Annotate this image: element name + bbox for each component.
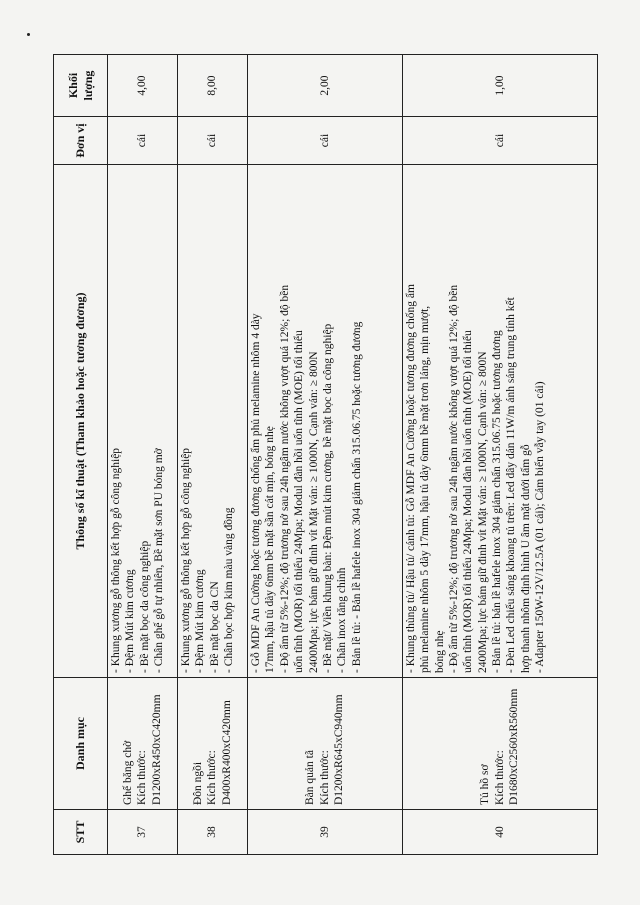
spec-line: - Bản lề tủ: - Bản lề hafele inox 304 giảm chấn 315.06.75 hoặc tương đương — [350, 321, 363, 673]
row-specs — [248, 165, 403, 678]
spec-line: - Khung xương gỗ thông kết hợp gỗ công nghiệp — [110, 447, 122, 673]
spec-line: - Chân ghế gỗ tự nhiên, Bề mặt sơn PU bóng mờ — [153, 448, 166, 673]
row-quantity: 1,00 — [402, 55, 597, 117]
row-unit: cái — [108, 117, 178, 165]
spec-line: - Độ ẩm từ 5%-12%; độ trương nở sau 24h ngâm nước không vượt quá 12%; độ bền — [447, 284, 460, 673]
row-quantity: 8,00 — [178, 55, 248, 117]
item-name-line: D400xR400xC420mm — [220, 700, 233, 805]
table-row — [248, 55, 403, 855]
spec-line: - Đèn Led chiếu sáng khoang tủ trên: Led dây dán 11W/m ánh sáng trung tính kết — [505, 297, 518, 673]
row-quantity: 2,00 — [248, 55, 403, 117]
row-quantity: 4,00 — [108, 55, 178, 117]
spec-table — [53, 54, 598, 855]
header-stt: STT — [54, 810, 108, 855]
spec-line: - Bản lề tủ: bản lề hafele inox 304 giảm chấn 315.06.75 hoặc tương đương — [491, 330, 504, 673]
item-name-line: D1200xR450xC420mm — [150, 694, 163, 805]
row-stt: 37 — [108, 810, 178, 855]
spec-line: uốn tĩnh (MOR) tối thiểu 24Mpa; Modul đàn hồi uốn tĩnh (MOE) tối thiểu — [462, 330, 475, 673]
header-don-vi: Đơn vị — [54, 117, 108, 165]
row-unit: cái — [248, 117, 403, 165]
row-stt: 38 — [178, 810, 248, 855]
header-danh-muc: Danh mục — [54, 678, 108, 810]
spec-line: hợp thanh nhôm định hình U âm mặt dưới tấm gỗ — [519, 444, 532, 673]
row-stt: 39 — [248, 810, 403, 855]
spec-line: bóng nhẹ — [433, 630, 446, 673]
spec-line: phủ melamine nhôm 5 dày 17mm, hậu tủ dày 6mm bề mặt trơn láng, mịn mượt, — [419, 305, 432, 673]
row-unit: cái — [178, 117, 248, 165]
spec-line: - Đệm Mút kim cương — [194, 569, 207, 673]
speck-mark — [27, 33, 30, 36]
spec-line: - Gỗ MDF An Cường hoặc tương đương chống ẩm phủ melamine nhôm 4 dày — [250, 313, 262, 673]
row-specs — [178, 165, 248, 678]
spec-line: - Khung thùng tủ/ Hậu tủ/ cánh tủ: Gỗ MDF An Cường hoặc tương đương chống ẩm — [404, 284, 417, 673]
item-name-line: Kích thước: — [318, 750, 331, 805]
spec-line: uốn tĩnh (MOR) tối thiểu 24Mpa; Modul đàn hồi uốn tĩnh (MOE) tối thiểu — [293, 330, 306, 673]
spec-line: 2400Mpa; lực bám giữ đinh vít Mặt ván: ≥ 1000N, Cạnh ván: ≥ 800N — [476, 351, 489, 673]
row-specs — [108, 165, 178, 678]
item-name-line: Tủ hồ sơ — [479, 764, 492, 805]
spec-line: - Bề mặt bọc da công nghiệp — [138, 540, 151, 673]
table-row — [402, 55, 597, 855]
item-name-line: Đôn ngồi — [191, 761, 204, 805]
spec-line: - Bề mặt bọc da CN — [208, 581, 221, 673]
rotated-table-wrapper — [53, 55, 598, 855]
spec-line: - Chân bọc hợp kim màu vàng đồng — [223, 507, 236, 673]
spec-line: - Độ ẩm từ 5%-12%; độ trương nở sau 24h ngâm nước không vượt quá 12%; độ bền — [278, 284, 291, 673]
item-name-line: D1680xC2560xR560mm — [508, 688, 521, 805]
spec-line: - Khung xương gỗ thông kết hợp gỗ công nghiệp — [180, 447, 192, 673]
spec-line: 17mm, hậu tủ dày 6mm bề mặt sần cát mịn, bóng nhẹ — [264, 426, 277, 673]
item-name-line: D1200xR645xC940mm — [333, 694, 346, 805]
spec-line: - Bề mặt/ Viền khung bàn: Đệm mút kim cương, bề mặt bọc da công nghiệp — [321, 323, 334, 673]
spec-line: - Adapter 150W-12V/12.5A (01 cái); Cảm biến vẫy tay (01 cái) — [534, 381, 547, 673]
spec-line: 2400Mpa; lực bám giữ đinh vít Mặt ván: ≥ 1000N, Cạnh ván: ≥ 800N — [307, 351, 320, 673]
item-name-line: Ghế băng chờ — [121, 740, 134, 805]
table-row — [178, 55, 248, 855]
row-specs — [402, 165, 597, 678]
row-item-name — [108, 678, 178, 810]
header-row — [54, 55, 108, 855]
header-khoi-luong: Khối lượng — [54, 55, 108, 117]
row-item-name — [178, 678, 248, 810]
row-item-name — [248, 678, 403, 810]
item-name-line: Kích thước: — [493, 750, 506, 805]
spec-line: - Đệm Mút kim cương — [124, 569, 137, 673]
table-row — [108, 55, 178, 855]
item-name-line: Kích thước: — [136, 750, 149, 805]
item-name-line: Bàn quản tã — [304, 750, 317, 805]
row-item-name — [402, 678, 597, 810]
header-thong-so: Thông số kĩ thuật (Tham khảo hoặc tương đương) — [54, 165, 108, 678]
row-unit: cái — [402, 117, 597, 165]
row-stt: 40 — [402, 810, 597, 855]
spec-line: - Chân inox tăng chỉnh — [336, 567, 349, 673]
item-name-line: Kích thước: — [206, 750, 219, 805]
